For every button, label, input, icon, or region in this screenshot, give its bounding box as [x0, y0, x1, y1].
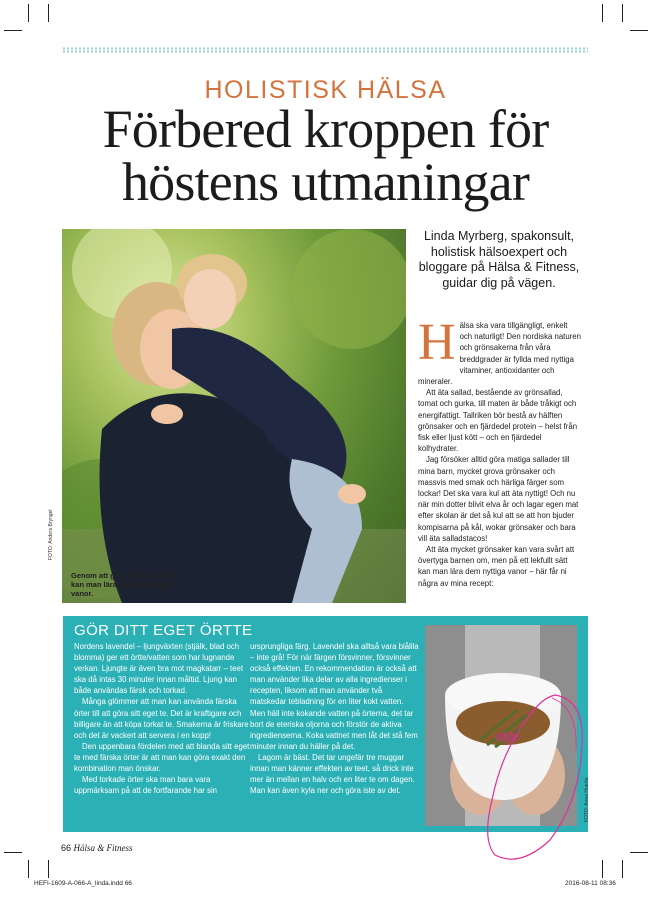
article-body [418, 314, 582, 589]
crop-mark [4, 30, 22, 31]
body-paragraph: älsa ska vara tillgängligt, enkelt och naturligt! Den nordiska naturen och grönsakerna från våra breddgrader är fyllda med nyttiga vitaminer, antioxidanter och mineraler. [418, 321, 581, 387]
box-paragraph: Den uppenbara fördelen med att blanda sitt eget te med färska örter är att man kan göra exakt den kombination man önskar. [74, 741, 250, 774]
slug-filename: HEFI-1609-A-066-A_linda.indd 66 [34, 880, 132, 887]
headline-line-2: höstens utmaningar [121, 152, 530, 212]
drop-cap: H [418, 314, 456, 371]
mother-daughter-photo [62, 229, 406, 603]
crop-mark [630, 30, 648, 31]
photo-credit: FOTO: Anders Bryngel [48, 509, 54, 560]
box-paragraph: ursprungliga färg. Lavendel ska alltså vara blålila – inte grå! För när färgen försvinner, försvinner också effekten. En rekommendation är också att man använder lika delar av alla ingredienser i recepten, liksom att man använder två matskedar tebladning för en liter kokt vatten. Men häll inte kokande vatten på örterna, det tar bort de eteriska oljorna och förstör de aktiva ingredienserna. Koka vattnet men låt det stå fem minuter innan du häller på det. [250, 642, 419, 751]
magazine-name: Hälsa & Fitness [73, 843, 133, 853]
box-title: GÖR DITT EGET ÖRTTE [74, 622, 253, 639]
box-paragraph: Många glömmer att man kan använda färska örter till att göra sitt eget te. Det är kraftigare och billigare än att köpa torkat te. Smakerna är friskare och det är vackert att servera i en kopp! [74, 697, 249, 740]
crop-mark [48, 860, 49, 878]
box-column-1 [74, 641, 250, 796]
body-paragraph: Att äta mycket grönsaker kan vara svårt att övertyga barnen om, men på ett lekfullt sätt kan man lära dem nyttiga vanor – här får ni några av mina recept: [418, 545, 575, 588]
body-paragraph: Jag försöker alltid göra matiga sallader till mina barn, mycket grova grönsaker och massvis med smak och härliga färger som lockar! Det ska vara kul att äta nyttigt! Och nu när min dotter blivit elva år och lagar egen mat efter skolan är det så kul att se att hon bjuder kompisarna på kål, wokar grönsaker och bara vill äta salladstacos! [418, 455, 579, 543]
box-paragraph: Nordens lavendel – ljungväxten (stjälk, blad och blomma) ger ett örtte/vatten som har lugnande verkan. Ljungte är även bra mot magkatarr – teet ska då intas 30 minuter innan måltid. Ljung kan både användas färsk och torkad. [74, 642, 244, 696]
photo-caption: Genom att göra maten lekfull kan man lära barnen nyttiga vanor. [71, 571, 175, 598]
page-number: 66 [61, 843, 72, 853]
crop-mark [602, 860, 603, 878]
crop-mark [4, 852, 22, 853]
crop-mark [622, 860, 623, 878]
headline-line-1: Förbered kroppen för [102, 99, 549, 159]
crop-mark [630, 852, 648, 853]
crop-mark [602, 4, 603, 22]
intro-text: Linda Myrberg, spakonsult, holistisk hälsoexpert och bloggare på Hälsa & Fitness, guidar dig på vägen. [418, 229, 580, 290]
dotted-rule [62, 47, 588, 53]
page-folio [61, 843, 133, 853]
body-paragraph: Att äta sallad, bestående av grönsallad, tomat och gurka, till maten är både tråkigt och energifattigt. Tallriken bör bestå av hälften grönsaker och en fjärdedel protein – helst från fisk eller ljust kött – och en fjärdedel kolhydrater. [418, 388, 578, 454]
crop-mark [28, 4, 29, 22]
pen-annotation-circle [480, 690, 590, 870]
crop-mark [28, 860, 29, 878]
section-label: HOLISTISK HÄLSA [204, 76, 447, 104]
box-paragraph: Med torkade örter ska man bara vara uppmärksam på att de fortfarande har sin [74, 775, 218, 796]
headline [30, 99, 621, 212]
crop-mark [48, 4, 49, 22]
slug-date: 2016-08-11 08:36 [565, 880, 616, 887]
box-photo-credit: FOTO: Anna Huerta [584, 777, 590, 822]
photo-illustration [62, 229, 406, 603]
box-column-2 [250, 641, 420, 796]
crop-mark [622, 4, 623, 22]
box-paragraph: Lagom är bäst. Det tar ungefär tre muggar innan man känner effekten av teet, så drick inte mer än mellan en halv och en liter te om dagen. Man kan även kyla ner och göra iste av det. [250, 752, 415, 796]
